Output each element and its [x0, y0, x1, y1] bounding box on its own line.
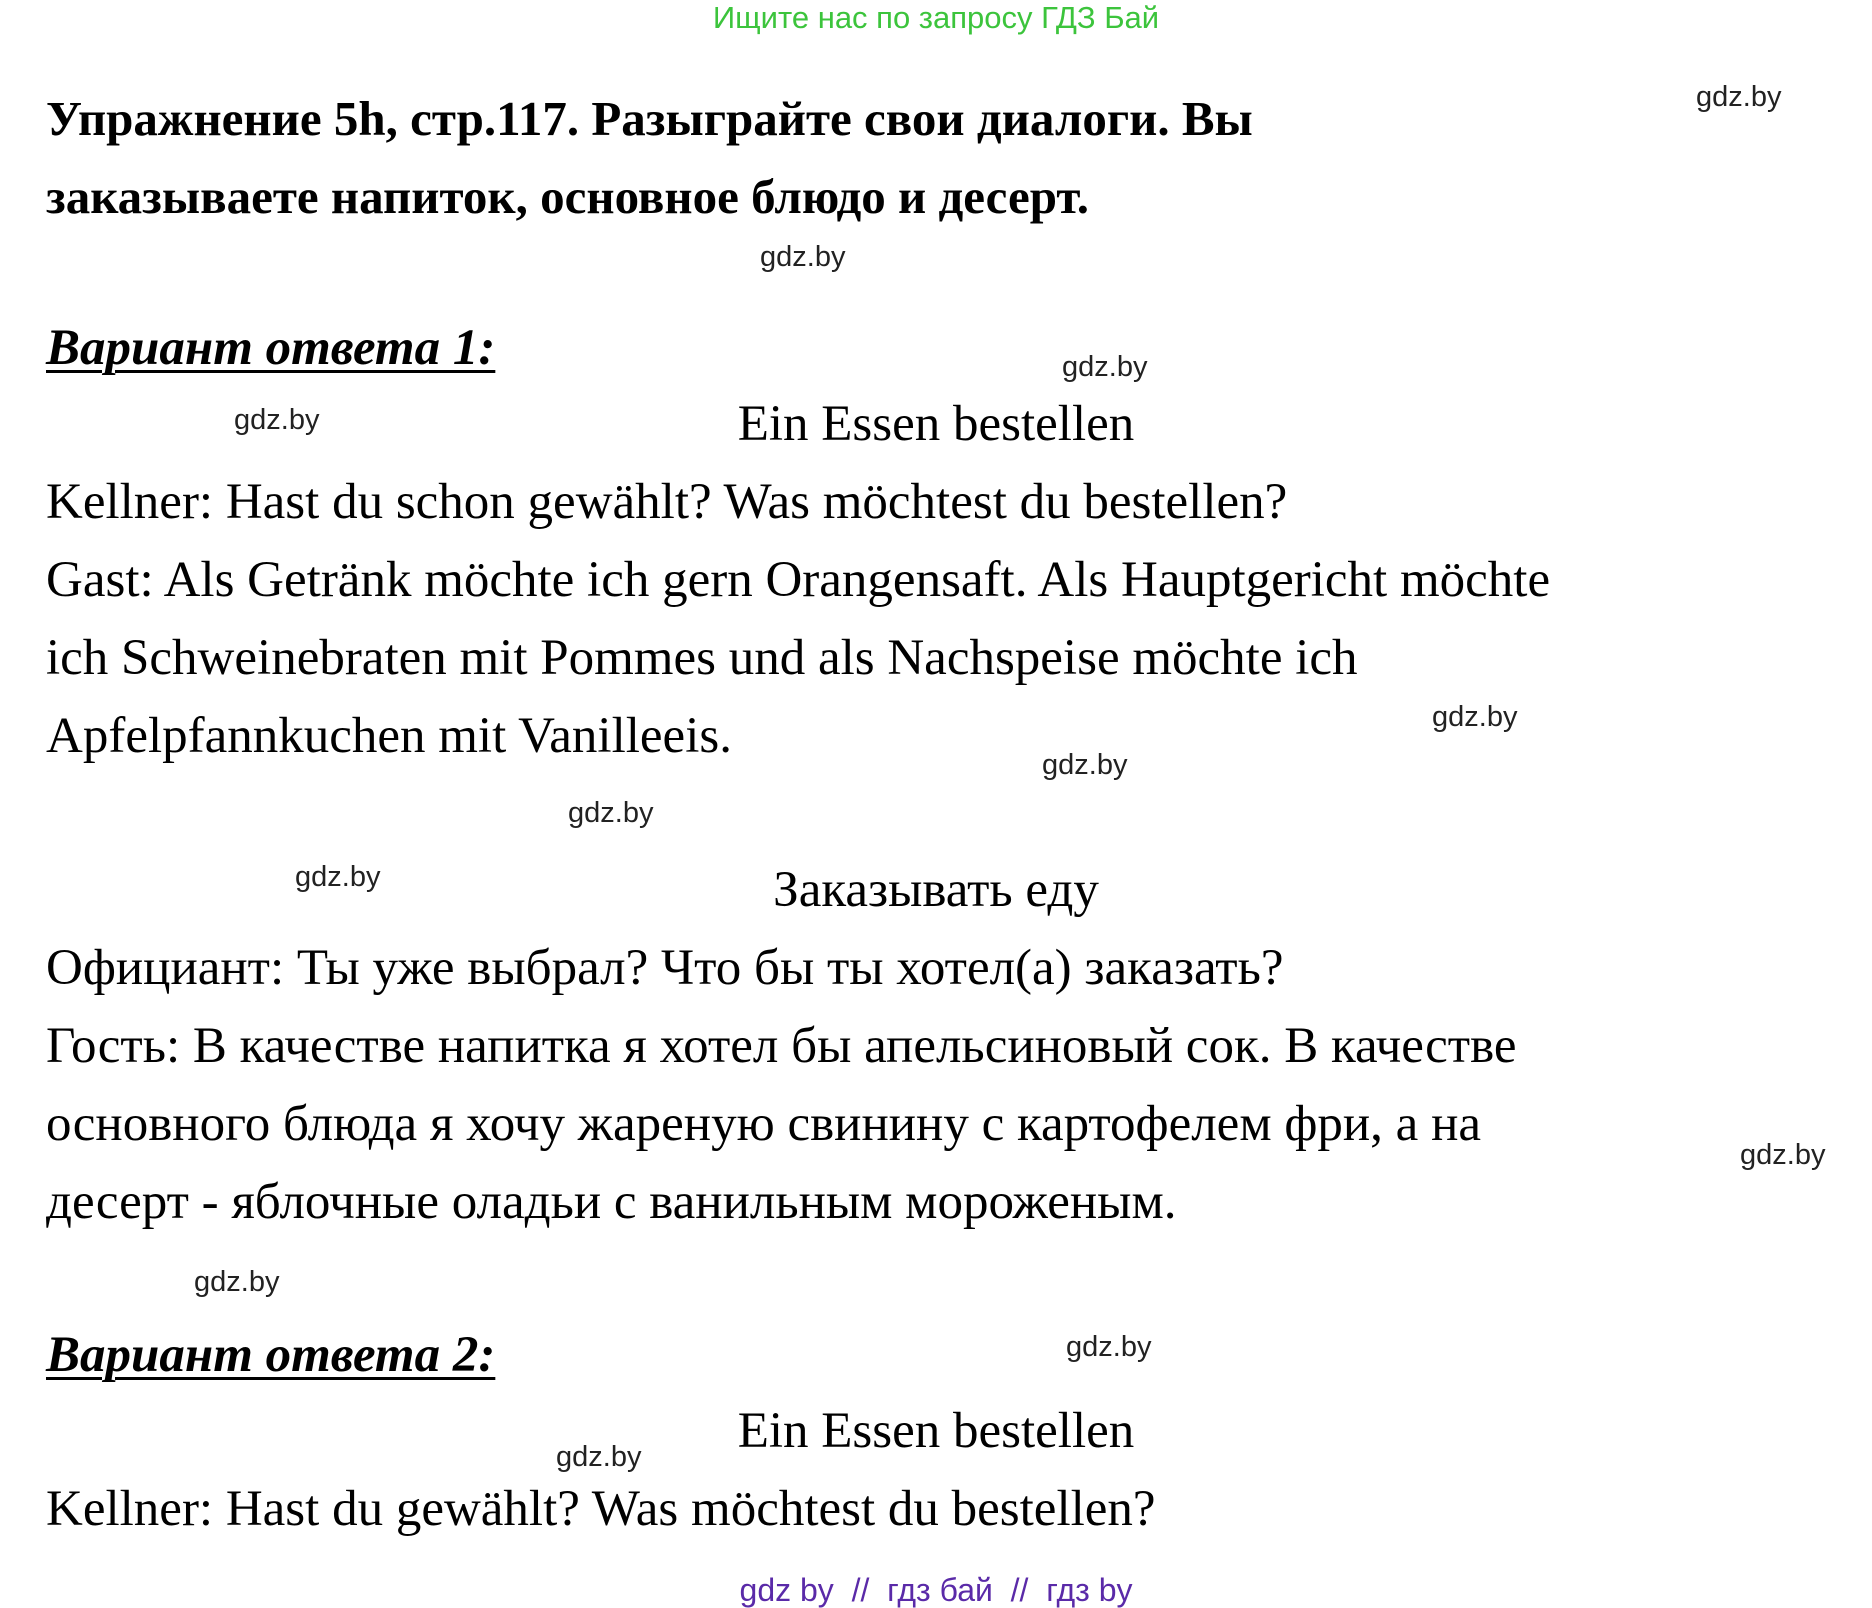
top-banner: Ищите нас по запросу ГДЗ Бай — [712, 0, 1160, 35]
variant-1-russian-title: Заказывать еду — [773, 862, 1099, 918]
dialog-line: ich Schweinebraten mit Pommes und als Nachspeise möchte ich — [46, 630, 1358, 686]
watermark: gdz.by — [234, 404, 320, 436]
variant-1-label: Вариант ответа 1: — [46, 320, 496, 376]
exercise-heading — [46, 80, 1606, 236]
watermark: gdz.by — [1066, 1331, 1152, 1363]
exercise-heading-line-1: Упражнение 5h, стр.117. Разыграйте свои диалоги. Вы — [46, 91, 1253, 146]
dialog-line: десерт - яблочные оладьи с ванильным мороженым. — [46, 1174, 1177, 1230]
watermark: gdz.by — [1042, 749, 1128, 781]
dialog-line: Kellner: Hast du gewählt? Was möchtest du bestellen? — [46, 1481, 1156, 1537]
watermark: gdz.by — [556, 1441, 642, 1473]
dialog-line: Gast: Als Getränk möchte ich gern Orangensaft. Als Hauptgericht möchte — [46, 552, 1551, 608]
variant-2-label: Вариант ответа 2: — [46, 1327, 496, 1383]
dialog-line: Kellner: Hast du schon gewählt? Was möchtest du bestellen? — [46, 474, 1288, 530]
watermark: gdz.by — [1696, 81, 1782, 113]
watermark: gdz.by — [1432, 701, 1518, 733]
watermark: gdz.by — [194, 1266, 280, 1298]
watermark: gdz.by — [568, 797, 654, 829]
watermark: gdz.by — [1062, 351, 1148, 383]
dialog-line: Apfelpfannkuchen mit Vanilleeis. — [46, 708, 732, 764]
watermark: gdz.by — [295, 861, 381, 893]
variant-2-german-dialog — [46, 1470, 1826, 1548]
variant-1-russian-dialog — [46, 929, 1826, 1241]
dialog-line: Официант: Ты уже выбрал? Что бы ты хотел(а) заказать? — [46, 940, 1284, 996]
variant-1-german-dialog — [46, 463, 1826, 775]
dialog-line: Гость: В качестве напитка я хотел бы апельсиновый сок. В качестве — [46, 1018, 1517, 1074]
watermark: gdz.by — [1740, 1139, 1826, 1171]
variant-1-german-title: Ein Essen bestellen — [737, 396, 1135, 452]
exercise-heading-line-2: заказываете напиток, основное блюдо и десерт. — [46, 169, 1089, 224]
footer-links: gdz by // гдз бай // гдз by — [739, 1572, 1133, 1608]
dialog-line: основного блюда я хочу жареную свинину с картофелем фри, а на — [46, 1096, 1481, 1152]
watermark: gdz.by — [760, 241, 846, 273]
variant-2-german-title: Ein Essen bestellen — [737, 1403, 1135, 1459]
